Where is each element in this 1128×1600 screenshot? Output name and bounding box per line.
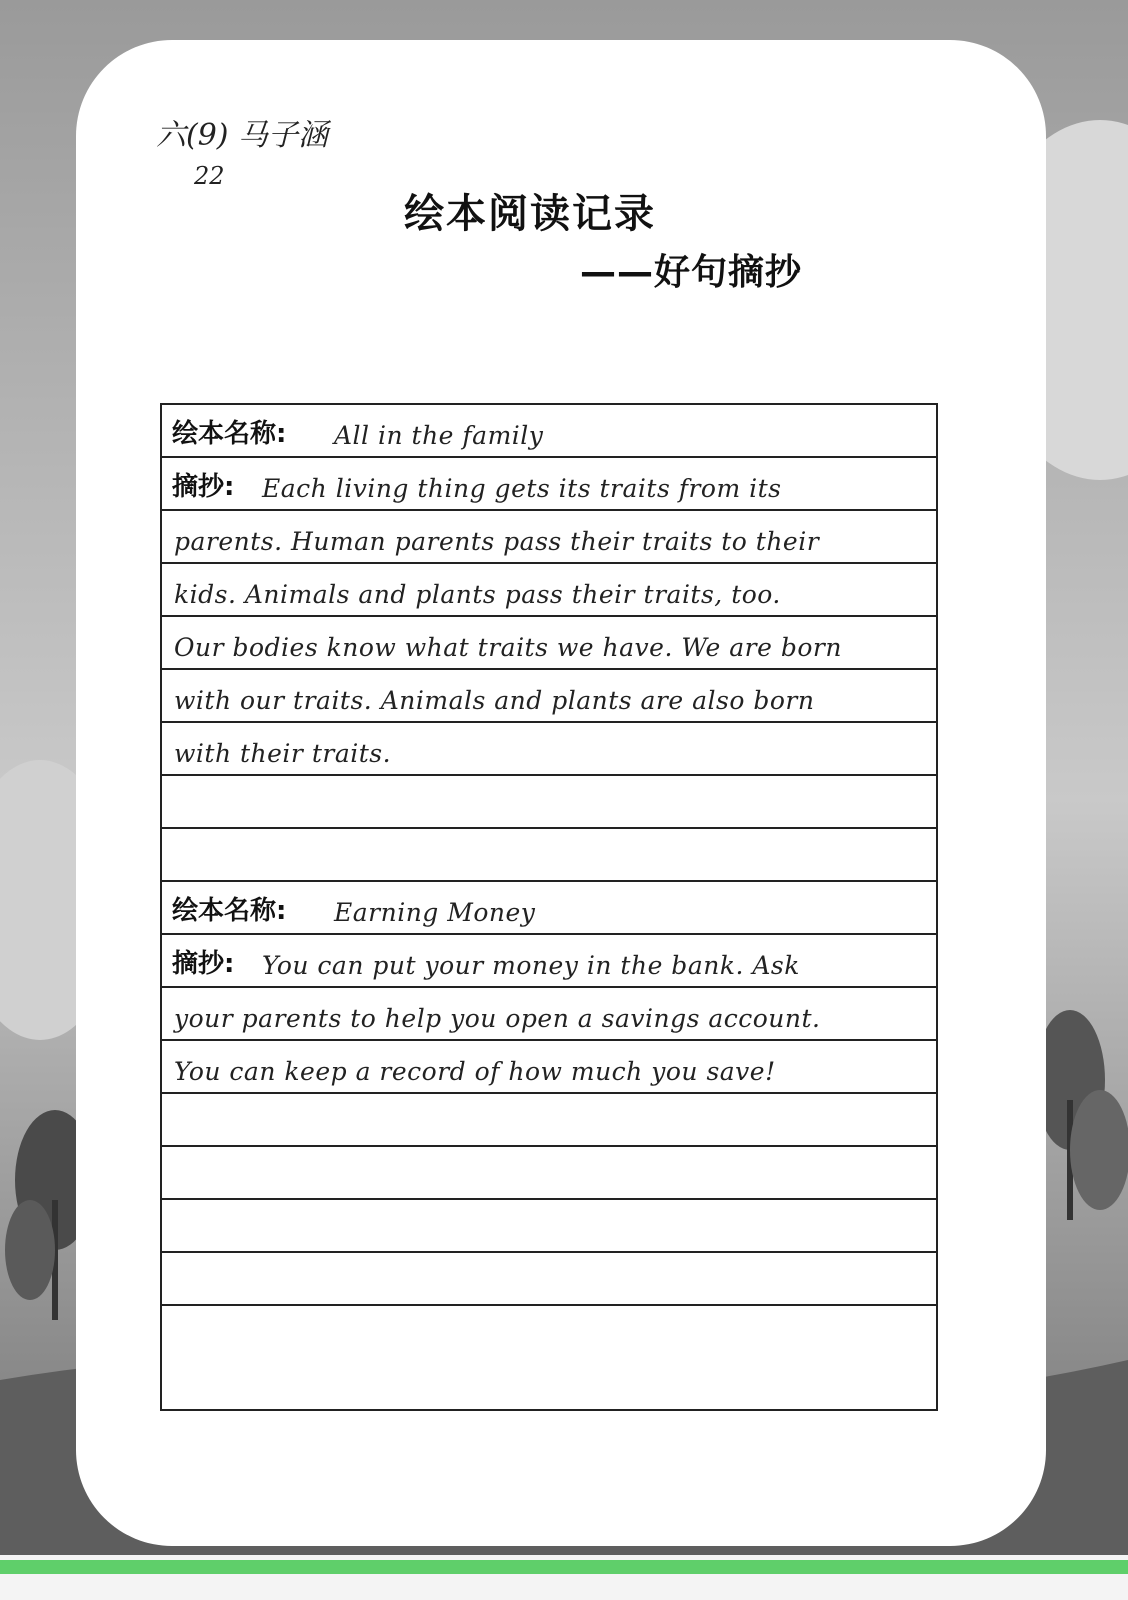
excerpt-row: [162, 935, 936, 988]
excerpt-row: [162, 723, 936, 776]
excerpt-line: your parents to help you open a savings account.: [174, 1004, 821, 1033]
excerpt-row: [162, 1200, 936, 1253]
excerpt-label: 摘抄:: [172, 472, 235, 502]
excerpt-row: [162, 670, 936, 723]
excerpt-line: You can put your money in the bank. Ask: [262, 951, 800, 980]
book-name-label: 绘本名称:: [172, 419, 287, 449]
excerpt-row: [162, 1147, 936, 1200]
excerpt-row: [162, 458, 936, 511]
page-subtitle: ——好句摘抄: [580, 252, 803, 293]
excerpt-row: [162, 1041, 936, 1094]
excerpt-line: with their traits.: [174, 739, 392, 768]
excerpt-row: [162, 1253, 936, 1306]
excerpt-line: parents. Human parents pass their traits to their: [174, 527, 820, 556]
excerpt-row: [162, 617, 936, 670]
book-name-value: All in the family: [334, 421, 544, 450]
record-table: [160, 403, 938, 1411]
book-name-label: 绘本名称:: [172, 896, 287, 926]
excerpt-label: 摘抄:: [172, 949, 235, 979]
excerpt-line: Our bodies know what traits we have. We are born: [174, 633, 842, 662]
student-class-name: 六(9) 马子涵: [156, 118, 329, 153]
book-name-row: [162, 882, 936, 935]
page-title: 绘本阅读记录: [404, 191, 656, 237]
excerpt-row: [162, 776, 936, 829]
excerpt-line: kids. Animals and plants pass their traits, too.: [174, 580, 781, 609]
excerpt-row: [162, 829, 936, 882]
excerpt-line: Each living thing gets its traits from its: [262, 474, 782, 503]
book-name-row: [162, 405, 936, 458]
excerpt-row: [162, 511, 936, 564]
excerpt-line: with our traits. Animals and plants are also born: [174, 686, 815, 715]
student-number: 22: [194, 162, 225, 190]
excerpt-row: [162, 1306, 936, 1359]
excerpt-line: You can keep a record of how much you save!: [174, 1057, 776, 1086]
book-name-value: Earning Money: [334, 898, 536, 927]
excerpt-row: [162, 564, 936, 617]
excerpt-row: [162, 988, 936, 1041]
excerpt-row: [162, 1094, 936, 1147]
